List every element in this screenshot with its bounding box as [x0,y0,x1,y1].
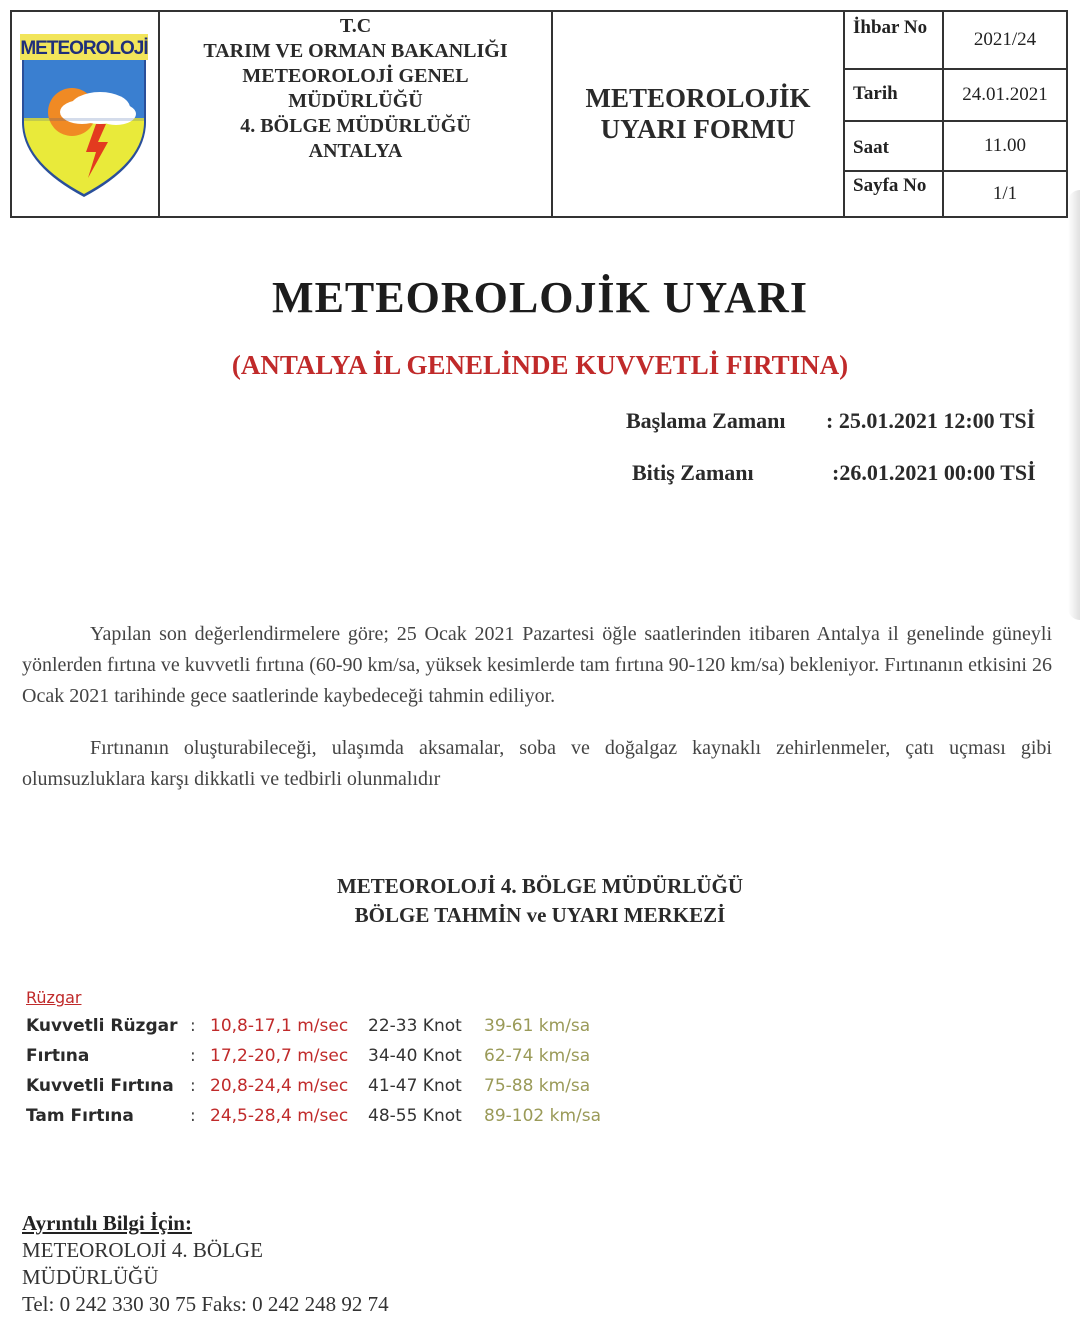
meteoroloji-logo [12,12,156,212]
wind-row [26,1101,601,1131]
org-line: MÜDÜRLÜĞÜ [288,90,423,112]
meta-value: 24.01.2021 [962,84,1048,105]
meta-key: Saat [845,122,944,170]
wind-name: Tam Fırtına [26,1106,134,1126]
wind-ms: 17,2-20,7 m/sec [210,1046,349,1066]
contact-line: MÜDÜRLÜĞÜ [22,1265,159,1289]
start-value: : 25.01.2021 12:00 TSİ [826,408,1036,433]
wind-colon: : [190,1016,196,1036]
end-label: Bitiş Zamanı [632,460,754,485]
form-title-line: METEOROLOJİK [585,83,811,113]
meta-cell [845,12,1066,216]
meta-key: Sayfa No [845,172,944,216]
meta-value: 11.00 [983,135,1027,156]
wind-knot: 34-40 Knot [368,1046,462,1066]
wind-knot: 41-47 Knot [368,1076,462,1096]
meta-key: Tarih [845,70,944,120]
wind-ms: 24,5-28,4 m/sec [210,1106,349,1126]
warning-subtitle: (ANTALYA İL GENELİNDE KUVVETLİ FIRTINA) [231,350,849,380]
page-title: METEOROLOJİK UYARI [272,273,808,322]
end-value: :26.01.2021 00:00 TSİ [832,460,1036,485]
wind-ms: 10,8-17,1 m/sec [210,1016,349,1036]
wind-knot: 48-55 Knot [368,1106,462,1126]
wind-knot: 22-33 Knot [368,1016,462,1036]
wind-heading: Rüzgar [26,988,82,1007]
org-line: METEOROLOJİ GENEL [242,65,469,87]
wind-name: Kuvvetli Fırtına [26,1076,174,1096]
meta-row-saat [845,122,1066,172]
wind-kmh: 62-74 km/sa [484,1046,591,1066]
wind-colon: : [190,1106,196,1126]
contact-heading: Ayrıntılı Bilgi İçin: [22,1211,192,1235]
contact-phone: Tel: 0 242 330 30 75 Faks: 0 242 248 92 74 [22,1292,389,1316]
center-heading-line2: BÖLGE TAHMİN ve UYARI MERKEZİ [354,903,726,927]
wind-row [26,1071,601,1101]
meta-row-tarih [845,70,1066,122]
wind-kmh: 89-102 km/sa [484,1106,602,1126]
start-label: Başlama Zamanı [626,408,786,433]
contact-line: METEOROLOJİ 4. BÖLGE [22,1238,263,1262]
meta-row-ihbar [845,12,1066,70]
logo-text: METEOROLOJİ [20,38,148,59]
wind-colon: : [190,1076,196,1096]
wind-colon: : [190,1046,196,1066]
logo-cell [12,12,160,216]
wind-scale-table [26,988,601,1131]
contact-block [22,1210,389,1318]
wind-row [26,1041,601,1071]
org-line: TARIM VE ORMAN BAKANLIĞI [203,40,508,62]
wind-kmh: 39-61 km/sa [484,1016,591,1036]
org-line: T.C [339,15,372,37]
wind-kmh: 75-88 km/sa [484,1076,591,1096]
meta-row-sayfa [845,172,1066,216]
meta-value: 2021/24 [973,29,1037,50]
paragraph-forecast: Yapılan son değerlendirmelere göre; 25 Ocak 2021 Pazartesi öğle saatlerinden itibaren Antalya il genelinde güneyli yönlerden fırtına ve kuvvetli fırtına (60-90 km/sa, yüksek kesimlerde tam fırtına 90-120 km/sa) bekleniyor. Fırtınanın etkisini 26 Ocak 2021 tarihinde gece saatlerinde kaybedeceği tahmin ediliyor. [22,623,1052,707]
org-line: ANTALYA [308,140,403,162]
paragraph-precaution: Fırtınanın oluşturabileceği, ulaşımda aksamalar, soba ve doğalgaz kaynaklı zehirlenmeler, çatı uçması gibi olumsuzluklara karşı dikkatli ve tedbirli olunmalıdır [22,737,1052,790]
form-title-line: UYARI FORMU [600,114,796,144]
wind-name: Fırtına [26,1046,90,1066]
wind-name: Kuvvetli Rüzgar [26,1016,178,1036]
meta-key: İhbar No [845,12,944,68]
meta-value: 1/1 [992,183,1018,204]
wind-row [26,1011,601,1041]
center-heading-line1: METEOROLOJİ 4. BÖLGE MÜDÜRLÜĞÜ [336,874,744,898]
form-title-cell [553,12,845,216]
header-table [10,10,1068,218]
page-edge-shadow [1068,190,1080,620]
wind-ms: 20,8-24,4 m/sec [210,1076,349,1096]
org-line: 4. BÖLGE MÜDÜRLÜĞÜ [240,115,471,137]
organization-cell [160,12,553,216]
